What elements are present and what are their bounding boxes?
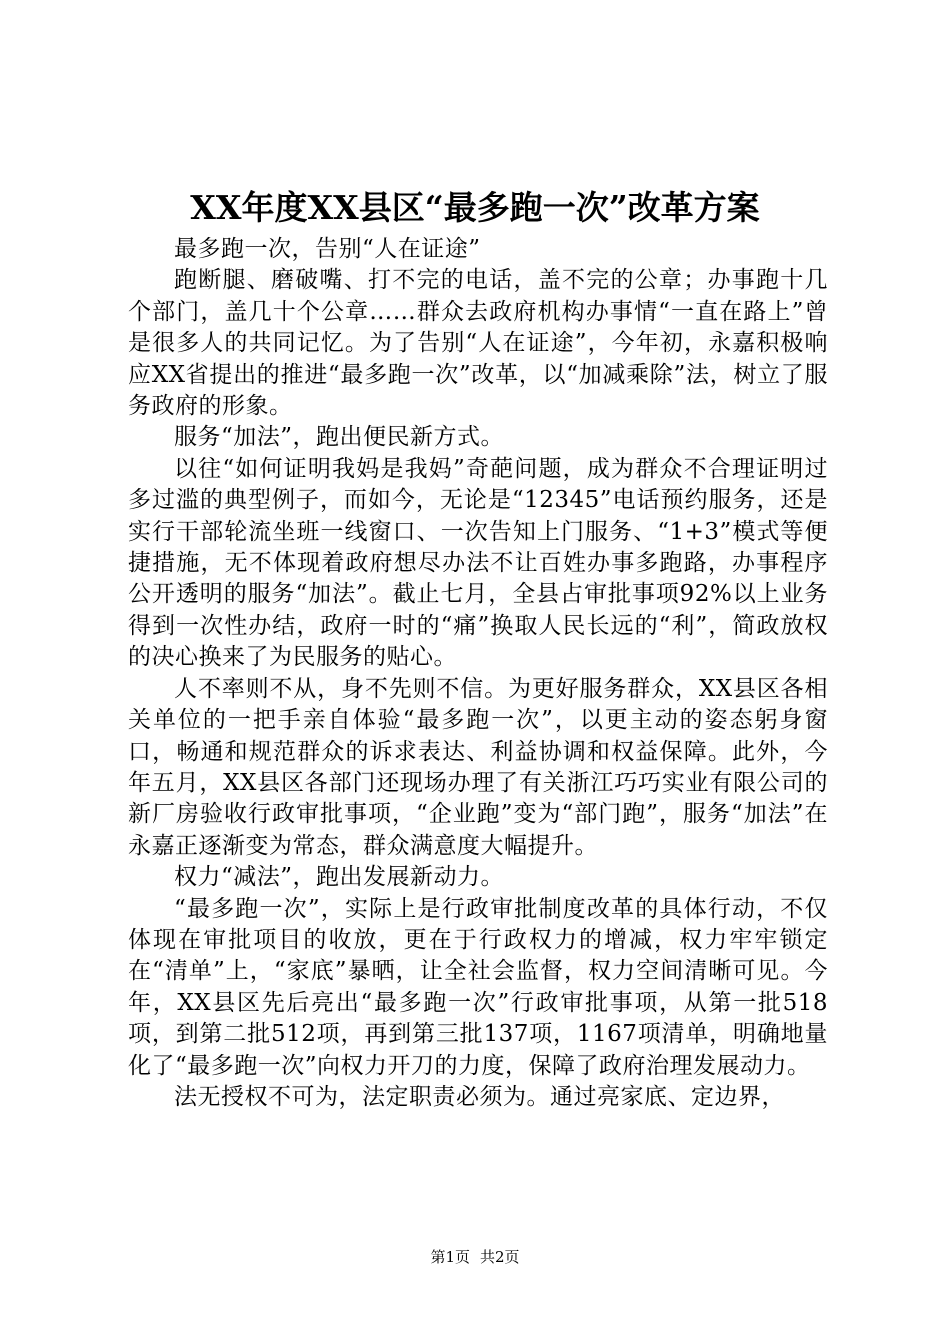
paragraph: 服务“加法”，跑出便民新方式。 [174,424,505,451]
paragraph: 法无授权不可为，法定职责必须为。通过亮家底、定边界， [174,1083,785,1110]
page-footer [0,1247,950,1267]
page-total: 共2页 [480,1248,520,1266]
paragraph: 跑断腿、磨破嘴、打不完的电话，盖不完的公章；办事跑十几个部门，盖几十个公章……群众去政府机构办事情“一直在路上”曾是很多人的共同记忆。为了告别“人在证途”，今年初，永嘉积极响应XX省提出的推进“最多跑一次”改革，以“加减乘除”法，树立了服务政府的形象。 [128,267,828,420]
paragraph: “最多跑一次”，实际上是行政审批制度改革的具体行动，不仅体现在审批项目的收放，更在于行政权力的增减，权力牢牢锁定在“清单”上，“家底”暴晒，让全社会监督，权力空间清晰可见。今年，XX县区先后亮出“最多跑一次”行政审批事项，从第一批518项，到第二批512项，再到第三批137项，1167项清单，明确地量化了“最多跑一次”向权力开刀的力度，保障了政府治理发展动力。 [128,895,828,1079]
paragraph: 以往“如何证明我妈是我妈”奇葩问题，成为群众不合理证明过多过滥的典型例子，而如今，无论是“12345”电话预约服务，还是实行干部轮流坐班一线窗口、一次告知上门服务、“1+3”模式等便捷措施，无不体现着政府想尽办法不让百姓办事多跑路，办事程序公开透明的服务“加法”。截止七月，全县占审批事项92%以上业务得到一次性办结，政府一时的“痛”换取人民长远的“利”，简政放权的决心换来了为民服务的贴心。 [128,455,828,671]
paragraph: 人不率则不从，身不先则不信。为更好服务群众，XX县区各相关单位的一把手亲自体验“最多跑一次”，以更主动的姿态躬身窗口，畅通和规范群众的诉求表达、利益协调和权益保障。此外，今年五月，XX县区各部门还现场办理了有关浙江巧巧实业有限公司的新厂房验收行政审批事项，“企业跑”变为“部门跑”，服务“加法”在永嘉正逐渐变为常态，群众满意度大幅提升。 [128,675,828,859]
paragraph: 权力“减法”，跑出发展新动力。 [174,864,505,891]
paragraph: 最多跑一次，告别“人在证途” [174,236,481,262]
document-body [128,234,828,1113]
document-title: XX年度XX县区“最多跑一次”改革方案 [190,188,760,227]
page-number: 第1页 [430,1248,470,1266]
